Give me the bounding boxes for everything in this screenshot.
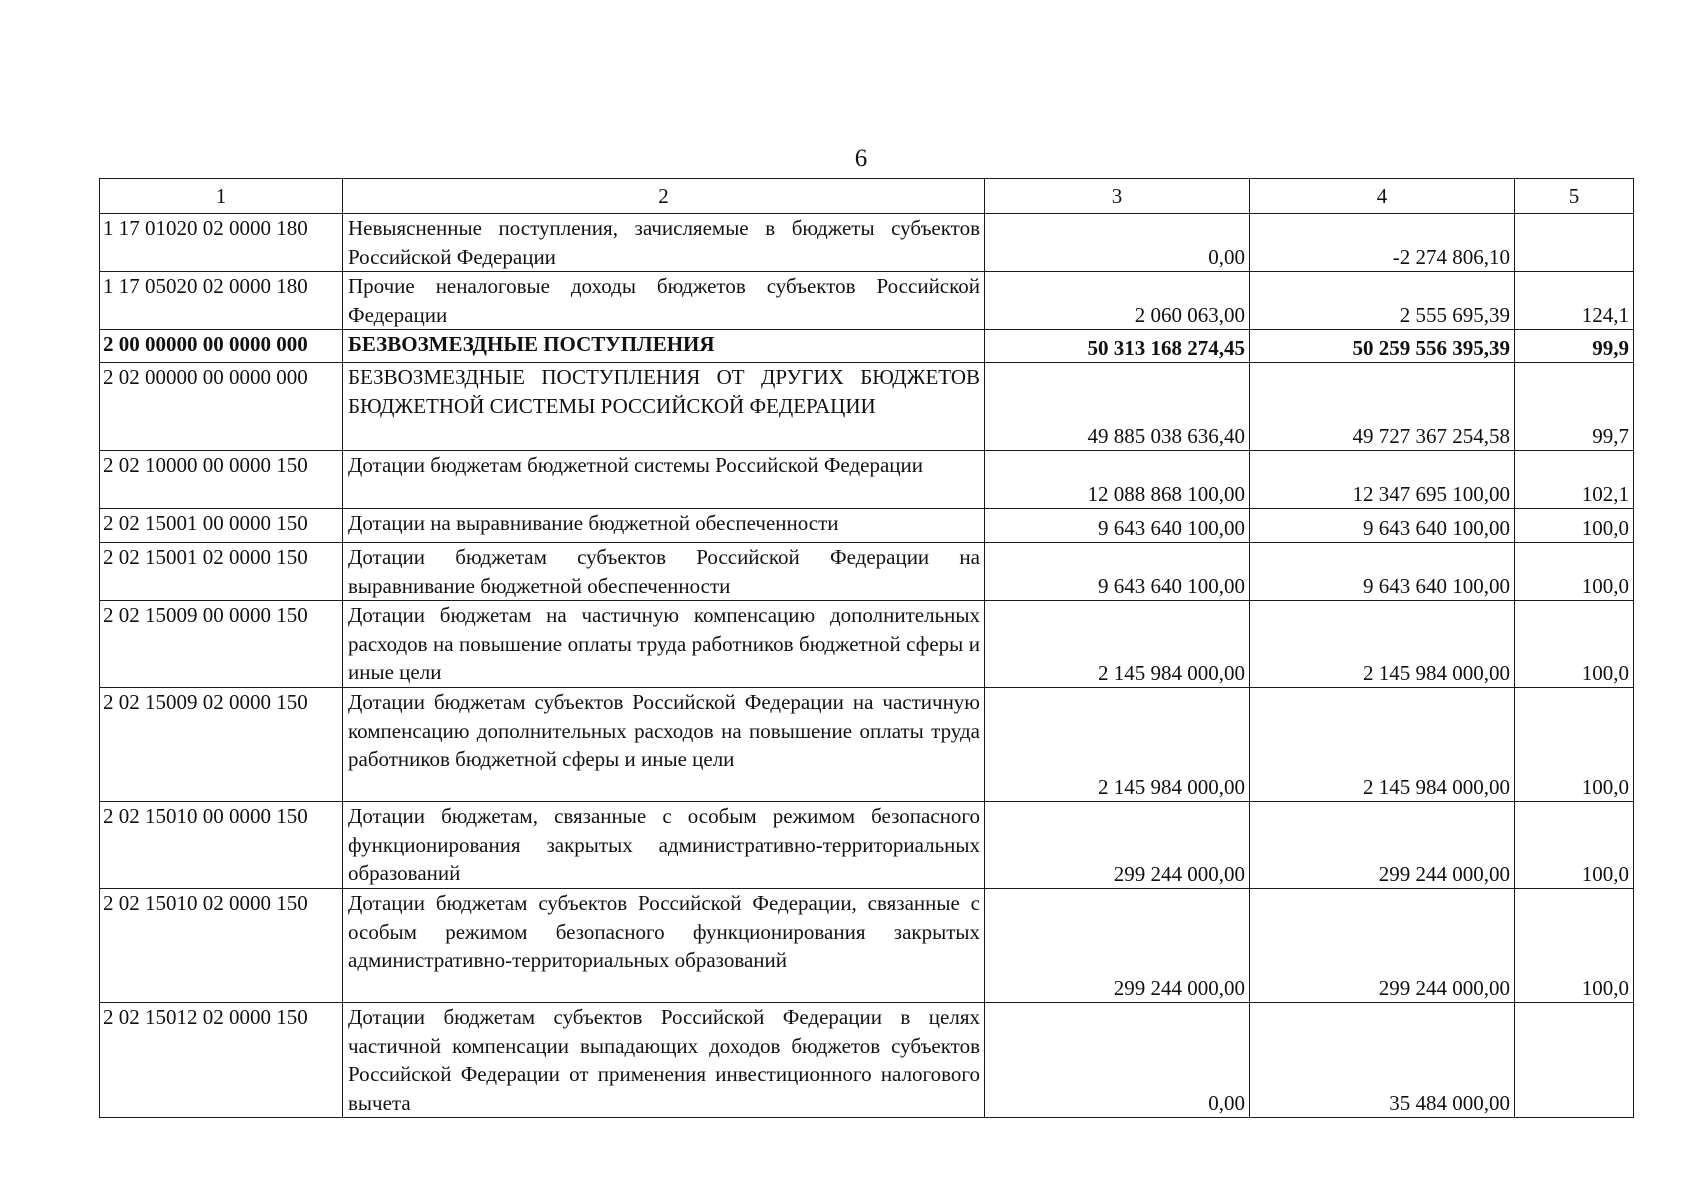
revenue-name: Невыясненные поступления, зачисляемые в бюджеты субъектов Российской Федерации xyxy=(343,214,985,272)
revenue-name: БЕЗВОЗМЕЗДНЫЕ ПОСТУПЛЕНИЯ ОТ ДРУГИХ БЮДЖЕТОВ БЮДЖЕТНОЙ СИСТЕМЫ РОССИЙСКОЙ ФЕДЕРАЦИИ xyxy=(343,363,985,451)
budget-code: 1 17 05020 02 0000 180 xyxy=(100,272,343,330)
table-row xyxy=(100,363,1634,451)
table-row xyxy=(100,509,1634,543)
revenue-name: Дотации бюджетам бюджетной системы Российской Федерации xyxy=(343,451,985,509)
execution-percent: 100,0 xyxy=(1515,543,1634,601)
execution-percent: 100,0 xyxy=(1515,889,1634,1003)
revenue-name: Дотации бюджетам субъектов Российской Федерации в целях частичной компенсации выпадающих доходов бюджетов субъектов Российской Федерации от применения инвестиционного налогового вычета xyxy=(343,1003,985,1118)
execution-percent xyxy=(1515,1003,1634,1118)
execution-percent: 99,9 xyxy=(1515,330,1634,363)
execution-percent: 124,1 xyxy=(1515,272,1634,330)
budget-code: 2 02 15012 02 0000 150 xyxy=(100,1003,343,1118)
plan-amount: 0,00 xyxy=(985,214,1250,272)
plan-amount: 2 145 984 000,00 xyxy=(985,688,1250,802)
budget-code: 2 02 15010 02 0000 150 xyxy=(100,889,343,1003)
revenue-name: Дотации бюджетам, связанные с особым режимом безопасного функционирования закрытых административно-территориальных образований xyxy=(343,802,985,889)
execution-percent: 102,1 xyxy=(1515,451,1634,509)
table-row xyxy=(100,272,1634,330)
actual-amount: 2 145 984 000,00 xyxy=(1250,601,1515,688)
budget-code: 1 17 01020 02 0000 180 xyxy=(100,214,343,272)
plan-amount: 2 145 984 000,00 xyxy=(985,601,1250,688)
table-row xyxy=(100,889,1634,1003)
revenue-name: Дотации на выравнивание бюджетной обеспеченности xyxy=(343,509,985,543)
column-header-4: 4 xyxy=(1250,179,1515,214)
execution-percent: 99,7 xyxy=(1515,363,1634,451)
actual-amount: 2 145 984 000,00 xyxy=(1250,688,1515,802)
budget-code: 2 02 10000 00 0000 150 xyxy=(100,451,343,509)
plan-amount: 299 244 000,00 xyxy=(985,889,1250,1003)
revenue-name: БЕЗВОЗМЕЗДНЫЕ ПОСТУПЛЕНИЯ xyxy=(343,330,985,363)
table-row xyxy=(100,802,1634,889)
table-row xyxy=(100,451,1634,509)
revenue-name: Дотации бюджетам на частичную компенсацию дополнительных расходов на повышение оплаты труда работников бюджетной сферы и иные цели xyxy=(343,601,985,688)
plan-amount: 9 643 640 100,00 xyxy=(985,543,1250,601)
plan-amount: 12 088 868 100,00 xyxy=(985,451,1250,509)
execution-percent xyxy=(1515,214,1634,272)
plan-amount: 9 643 640 100,00 xyxy=(985,509,1250,543)
execution-percent: 100,0 xyxy=(1515,802,1634,889)
revenue-name: Прочие неналоговые доходы бюджетов субъектов Российской Федерации xyxy=(343,272,985,330)
column-header-2: 2 xyxy=(343,179,985,214)
page-number: 6 xyxy=(854,145,868,172)
plan-amount: 0,00 xyxy=(985,1003,1250,1118)
budget-code: 2 02 15001 00 0000 150 xyxy=(100,509,343,543)
plan-amount: 299 244 000,00 xyxy=(985,802,1250,889)
budget-code: 2 02 15010 00 0000 150 xyxy=(100,802,343,889)
actual-amount: 50 259 556 395,39 xyxy=(1250,330,1515,363)
actual-amount: 49 727 367 254,58 xyxy=(1250,363,1515,451)
actual-amount: 9 643 640 100,00 xyxy=(1250,543,1515,601)
execution-percent: 100,0 xyxy=(1515,601,1634,688)
actual-amount: 9 643 640 100,00 xyxy=(1250,509,1515,543)
table-header-row xyxy=(100,179,1634,214)
plan-amount: 49 885 038 636,40 xyxy=(985,363,1250,451)
budget-code: 2 00 00000 00 0000 000 xyxy=(100,330,343,363)
budget-code: 2 02 15009 02 0000 150 xyxy=(100,688,343,802)
revenue-name: Дотации бюджетам субъектов Российской Федерации, связанные с особым режимом безопасного функционирования закрытых административно-территориальных образований xyxy=(343,889,985,1003)
actual-amount: -2 274 806,10 xyxy=(1250,214,1515,272)
actual-amount: 12 347 695 100,00 xyxy=(1250,451,1515,509)
revenue-name: Дотации бюджетам субъектов Российской Федерации на выравнивание бюджетной обеспеченности xyxy=(343,543,985,601)
budget-code: 2 02 15009 00 0000 150 xyxy=(100,601,343,688)
execution-percent: 100,0 xyxy=(1515,509,1634,543)
table-row-total xyxy=(100,330,1634,363)
table-row xyxy=(100,688,1634,802)
budget-revenue-table xyxy=(99,178,1634,1118)
actual-amount: 35 484 000,00 xyxy=(1250,1003,1515,1118)
table-row xyxy=(100,601,1634,688)
execution-percent: 100,0 xyxy=(1515,688,1634,802)
table-row xyxy=(100,543,1634,601)
budget-code: 2 02 15001 02 0000 150 xyxy=(100,543,343,601)
budget-code: 2 02 00000 00 0000 000 xyxy=(100,363,343,451)
actual-amount: 299 244 000,00 xyxy=(1250,889,1515,1003)
actual-amount: 2 555 695,39 xyxy=(1250,272,1515,330)
column-header-1: 1 xyxy=(100,179,343,214)
actual-amount: 299 244 000,00 xyxy=(1250,802,1515,889)
plan-amount: 2 060 063,00 xyxy=(985,272,1250,330)
table-row xyxy=(100,214,1634,272)
column-header-3: 3 xyxy=(985,179,1250,214)
table-row xyxy=(100,1003,1634,1118)
column-header-5: 5 xyxy=(1515,179,1634,214)
plan-amount: 50 313 168 274,45 xyxy=(985,330,1250,363)
revenue-name: Дотации бюджетам субъектов Российской Федерации на частичную компенсацию дополнительных расходов на повышение оплаты труда работников бюджетной сферы и иные цели xyxy=(343,688,985,802)
